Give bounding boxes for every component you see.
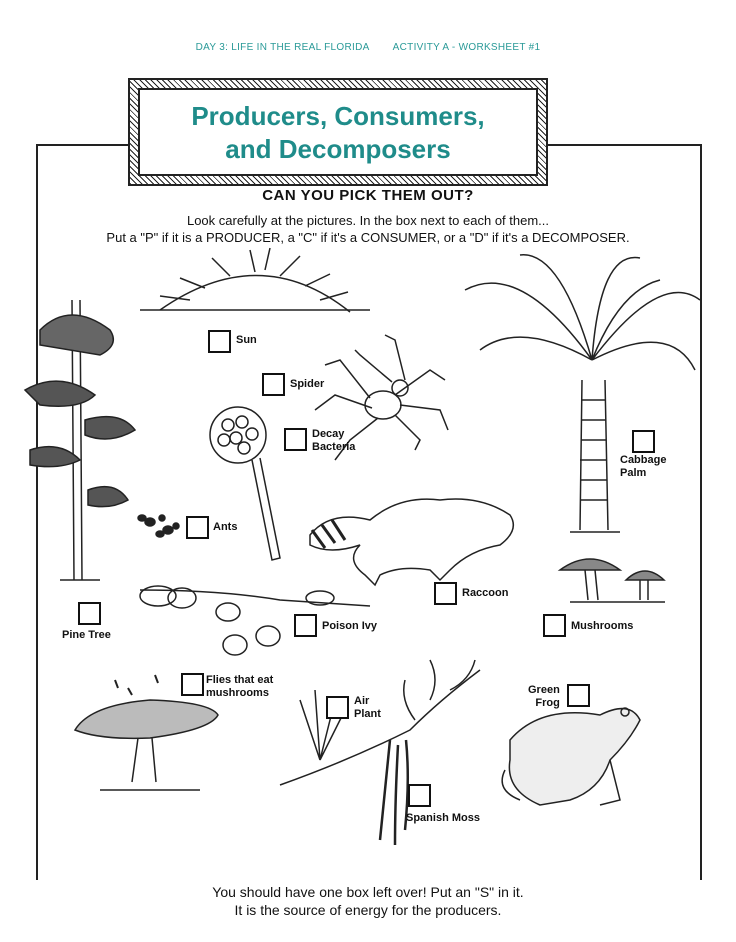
page-subtitle: CAN YOU PICK THEM OUT?: [262, 187, 474, 204]
label-frog-line-2: Frog: [535, 697, 560, 709]
cabbage-palm-illustration: [465, 255, 700, 532]
label-decay-line-1: Decay: [312, 428, 345, 440]
label-air-line-1: Air: [354, 695, 370, 707]
answer-box-ants[interactable]: [186, 516, 209, 539]
answer-box-flies[interactable]: [181, 673, 204, 696]
label-spider: Spider: [290, 378, 325, 390]
ants-illustration: [138, 515, 179, 537]
answer-box-raccoon[interactable]: [434, 582, 457, 605]
label-cabbage-line-2: Palm: [620, 467, 647, 479]
footer: [0, 883, 736, 919]
instructions-line-2: Put a "P" if it is a PRODUCER, a "C" if it's a CONSUMER, or a "D" if it's a DECOMPOSER.: [106, 230, 630, 245]
answer-box-sun[interactable]: [208, 330, 231, 353]
footer-line-2: It is the source of energy for the producers.: [234, 902, 502, 918]
label-cabbage-line-1: Cabbage: [620, 454, 667, 466]
label-frog-line-1: Green: [528, 684, 560, 696]
answer-box-spanish-moss[interactable]: [408, 784, 431, 807]
label-air-line-2: Plant: [354, 708, 381, 720]
label-sun: Sun: [236, 334, 257, 346]
label-decay-line-2: Bacteria: [312, 441, 356, 453]
answer-box-air-plant[interactable]: [326, 696, 349, 719]
sun-illustration: [140, 248, 370, 312]
answer-box-mushrooms[interactable]: [543, 614, 566, 637]
mushrooms-illustration: [560, 559, 665, 602]
raccoon-illustration: [310, 499, 513, 585]
label-flies: [206, 674, 273, 700]
pine-tree-illustration: [25, 300, 135, 580]
answer-box-pine-tree[interactable]: [78, 602, 101, 625]
label-green-frog: [528, 684, 560, 710]
label-mushrooms: Mushrooms: [571, 620, 634, 632]
magnifier-illustration: [210, 407, 280, 560]
label-flies-line-1: Flies that eat: [206, 674, 274, 686]
instructions-line-1: Look carefully at the pictures. In the box next to each of them...: [186, 213, 550, 228]
label-raccoon: Raccoon: [462, 587, 509, 599]
label-decay-bacteria: [312, 428, 355, 454]
title-box: [128, 78, 548, 186]
title-line-2: and Decomposers: [225, 134, 451, 164]
green-frog-illustration: [502, 708, 640, 805]
answer-box-spider[interactable]: [262, 373, 285, 396]
answer-box-cabbage-palm[interactable]: [632, 430, 655, 453]
answer-box-poison-ivy[interactable]: [294, 614, 317, 637]
header-day: DAY 3: LIFE IN THE REAL FLORIDA: [195, 42, 370, 53]
title-inner: [138, 88, 538, 176]
answer-box-green-frog[interactable]: [567, 684, 590, 707]
footer-line-1: You should have one box left over! Put an "S" in it.: [212, 884, 524, 900]
label-air-plant: [354, 695, 381, 721]
label-flies-line-2: mushrooms: [206, 687, 269, 699]
header-activity: ACTIVITY A - WORKSHEET #1: [392, 42, 541, 53]
label-ants: Ants: [213, 521, 238, 533]
label-spanish-moss: Spanish Moss: [406, 812, 480, 824]
instructions: [0, 212, 736, 246]
answer-box-decay-bacteria[interactable]: [284, 428, 307, 451]
label-pine-tree: Pine Tree: [62, 629, 111, 641]
title-line-1: Producers, Consumers,: [191, 101, 485, 131]
label-cabbage-palm: [620, 454, 666, 480]
label-poison-ivy: Poison Ivy: [322, 620, 378, 632]
